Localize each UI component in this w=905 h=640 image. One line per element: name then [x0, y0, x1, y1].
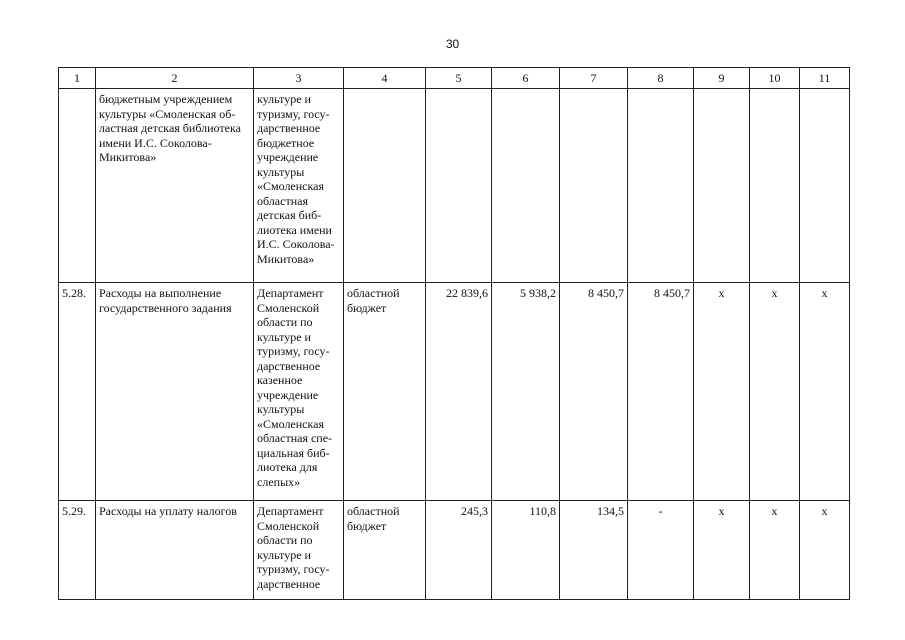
col-header: 11 — [800, 68, 850, 89]
text-line: туризму, госу- — [257, 562, 330, 576]
row-number: 5.29. — [59, 501, 96, 600]
value-cell: 5 938,2 — [492, 283, 560, 501]
text-line: циальная биб- — [257, 445, 330, 460]
value-cell: 245,3 — [426, 501, 492, 600]
header-row — [59, 68, 850, 89]
executor — [254, 283, 344, 501]
value-cell: 110,8 — [492, 501, 560, 600]
text-line: Расходы на выполнение — [99, 286, 222, 300]
row-number: 5.28. — [59, 283, 96, 501]
text-line: имени И.С. Соколова- — [99, 135, 212, 150]
text-line: области по — [257, 533, 313, 547]
col-header: 4 — [344, 68, 426, 89]
col-header: 9 — [694, 68, 750, 89]
executor — [254, 89, 344, 283]
text-line: культуры — [257, 164, 305, 179]
text-line: учреждение — [257, 150, 319, 164]
row-number — [59, 89, 96, 283]
value-cell — [560, 89, 628, 283]
value-cell: x — [694, 283, 750, 501]
text-line: Смоленской — [257, 518, 320, 533]
text-line: областная спе- — [257, 431, 333, 445]
table-row — [59, 501, 850, 600]
value-cell — [426, 89, 492, 283]
text-line: областной — [347, 504, 400, 518]
text-line: лиотека имени — [257, 222, 332, 237]
col-header: 6 — [492, 68, 560, 89]
text-line: Расходы на уплату налогов — [99, 504, 237, 518]
col-header: 7 — [560, 68, 628, 89]
value-cell: 8 450,7 — [560, 283, 628, 501]
value-cell: x — [694, 501, 750, 600]
executor — [254, 501, 344, 600]
text-line: областной — [347, 286, 400, 300]
text-line: культуры — [257, 402, 305, 416]
text-line: И.С. Соколова- — [257, 237, 335, 251]
col-header: 5 — [426, 68, 492, 89]
budget-table — [58, 67, 850, 600]
text-line: бюджет — [347, 300, 387, 315]
text-line: детская биб- — [257, 208, 322, 222]
text-line: дарственное — [257, 358, 321, 373]
col-header: 10 — [750, 68, 800, 89]
value-cell — [800, 89, 850, 283]
value-cell — [628, 89, 694, 283]
text-line: бюджетным учреждением — [99, 92, 233, 106]
text-line: культуры «Смоленская об- — [99, 106, 236, 121]
text-line: лиотека для — [257, 460, 318, 474]
expense-name — [96, 89, 254, 283]
funding-source — [344, 283, 426, 501]
expense-name — [96, 501, 254, 600]
text-line: казенное — [257, 373, 303, 387]
text-line: культуре и — [257, 329, 311, 344]
col-header: 8 — [628, 68, 694, 89]
text-line: «Смоленская — [257, 179, 324, 193]
text-line: слепых» — [257, 474, 301, 489]
text-line: дарственное — [257, 121, 321, 135]
col-header: 1 — [59, 68, 96, 89]
value-cell: 134,5 — [560, 501, 628, 600]
text-line: туризму, госу- — [257, 106, 330, 121]
text-line: областная — [257, 193, 308, 208]
page-number: 30 — [445, 37, 460, 51]
text-line: дарственное — [257, 576, 321, 591]
text-line: ластная детская библиотека — [99, 121, 241, 135]
text-line: Микитова» — [99, 150, 157, 164]
expense-name — [96, 283, 254, 501]
text-line: Смоленской — [257, 300, 320, 315]
value-cell — [750, 89, 800, 283]
funding-source — [344, 501, 426, 600]
value-cell: x — [800, 501, 850, 600]
text-line: «Смоленская — [257, 416, 324, 431]
value-cell — [492, 89, 560, 283]
text-line: культуре и — [257, 547, 311, 562]
col-header: 3 — [254, 68, 344, 89]
value-cell: x — [750, 283, 800, 501]
value-cell: 8 450,7 — [628, 283, 694, 501]
text-line: Департамент — [257, 504, 324, 518]
text-line: учреждение — [257, 387, 319, 402]
col-header: 2 — [96, 68, 254, 89]
text-line: области по — [257, 315, 313, 329]
text-line: культуре и — [257, 92, 311, 106]
text-line: Микитова» — [257, 251, 315, 266]
funding-source — [344, 89, 426, 283]
text-line: бюджетное — [257, 135, 315, 150]
table-row — [59, 89, 850, 283]
value-cell: x — [800, 283, 850, 501]
text-line: бюджет — [347, 518, 387, 533]
text-line: Департамент — [257, 286, 324, 300]
text-line: туризму, госу- — [257, 344, 330, 358]
value-cell: 22 839,6 — [426, 283, 492, 501]
value-cell: - — [628, 501, 694, 600]
value-cell: x — [750, 501, 800, 600]
text-line: государственного задания — [99, 300, 232, 315]
value-cell — [694, 89, 750, 283]
table-row — [59, 283, 850, 501]
